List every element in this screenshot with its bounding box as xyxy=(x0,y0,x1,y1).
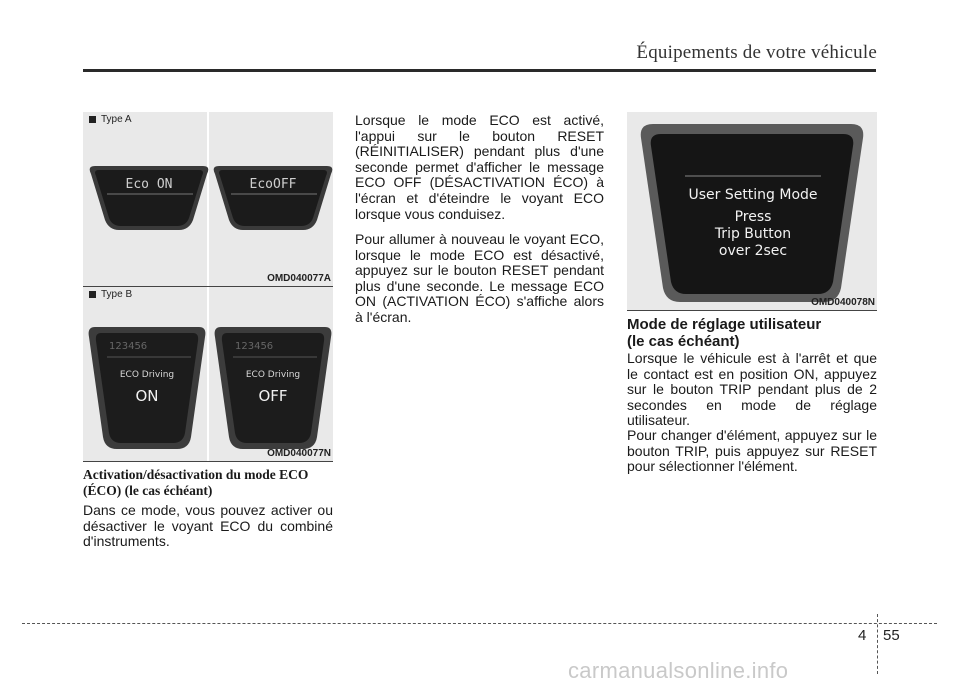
eco-driving-on-display xyxy=(89,327,206,449)
user-setting-line-2-text: Trip Button xyxy=(714,226,792,242)
square-bullet-icon xyxy=(89,116,96,123)
eco-reset-paragraph-1: Lorsque le mode ECO est activé, l'appui sur le bouton RESET (RÉINITIALISER) pendant plus d'une seconde permet d'afficher le message ECO OFF (DÉSACTIVATION ÉCO) à l'écran et d'éteindre le voyant ECO lorsque vous conduisez. xyxy=(355,112,604,222)
figure-user-setting-underline xyxy=(627,310,877,311)
user-setting-heading-line-1: Mode de réglage utilisateur xyxy=(627,316,822,333)
eco-mode-paragraph: Dans ce mode, vous pouvez activer ou désactiver le voyant ECO du combiné d'instruments. xyxy=(83,502,333,550)
eco-off-display xyxy=(214,166,333,230)
user-setting-paragraph-2: Pour changer d'élément, appuyez sur le bouton TRIP, puis appuyez sur RESET pour sélectionner l'élément. xyxy=(627,427,877,475)
eco-display-illustrations-a xyxy=(83,112,333,286)
user-setting-title-text: User Setting Mode xyxy=(688,187,818,203)
figure-type-b-code: OMD040077N xyxy=(267,448,331,459)
chapter-title: Équipements de votre véhicule xyxy=(636,42,877,63)
eco-display-illustrations-b xyxy=(83,287,333,461)
page-chapter-number: 4 xyxy=(858,627,867,644)
figure-type-a-code: OMD040077A xyxy=(267,273,331,284)
eco-driving-label-on: ECO Driving xyxy=(119,370,175,380)
eco-mode-heading: Activation/désactivation du mode ECO (ÉCO) (le cas échéant) xyxy=(83,467,309,498)
figure-user-setting-code: OMD040078N xyxy=(811,297,875,308)
eco-off-text: EcoOFF xyxy=(249,177,297,192)
eco-reset-paragraph-2: Pour allumer à nouveau le voyant ECO, lorsque le mode ECO est désactivé, appuyez sur le bouton RESET pendant plus d'une seconde. Le message ECO ON (ACTIVATION ÉCO) s'affiche alors à l'écran. xyxy=(355,231,604,325)
header-rule xyxy=(83,69,876,72)
figure-type-a-label xyxy=(89,114,132,125)
user-setting-line-1-text: Press xyxy=(734,209,772,225)
eco-driving-state-on: ON xyxy=(135,387,159,405)
user-setting-display-illustration xyxy=(627,112,877,310)
figure-type-a xyxy=(83,112,333,286)
eco-on-display xyxy=(90,166,209,230)
figure-type-a-label-text: Type A xyxy=(101,114,132,125)
user-setting-heading xyxy=(627,316,877,350)
odometer-text-on: 123456 xyxy=(109,341,148,352)
footer-separator xyxy=(877,614,878,674)
odometer-text-off: 123456 xyxy=(235,341,274,352)
square-bullet-icon xyxy=(89,291,96,298)
user-setting-paragraph-1: Lorsque le véhicule est à l'arrêt et que le contact est en position ON, appuyez sur le bouton TRIP pendant plus de 2 secondes en mode de réglage utilisateur. xyxy=(627,350,877,429)
eco-driving-label-off: ECO Driving xyxy=(245,370,301,380)
page-number: 55 xyxy=(883,627,900,644)
figure-type-b xyxy=(83,287,333,461)
figure-type-b-label xyxy=(89,289,132,300)
user-setting-heading-line-2: (le cas échéant) xyxy=(627,333,740,350)
user-setting-line-3-text: over 2sec xyxy=(718,243,788,259)
eco-driving-off-display xyxy=(215,327,332,449)
eco-on-text: Eco ON xyxy=(125,177,173,192)
figure-user-setting xyxy=(627,112,877,310)
watermark: carmanualsonline.info xyxy=(568,658,789,683)
figure-type-b-label-text: Type B xyxy=(101,289,133,300)
eco-driving-state-off: OFF xyxy=(258,387,288,405)
footer-rule xyxy=(22,623,937,624)
figure-type-b-underline xyxy=(83,461,333,462)
